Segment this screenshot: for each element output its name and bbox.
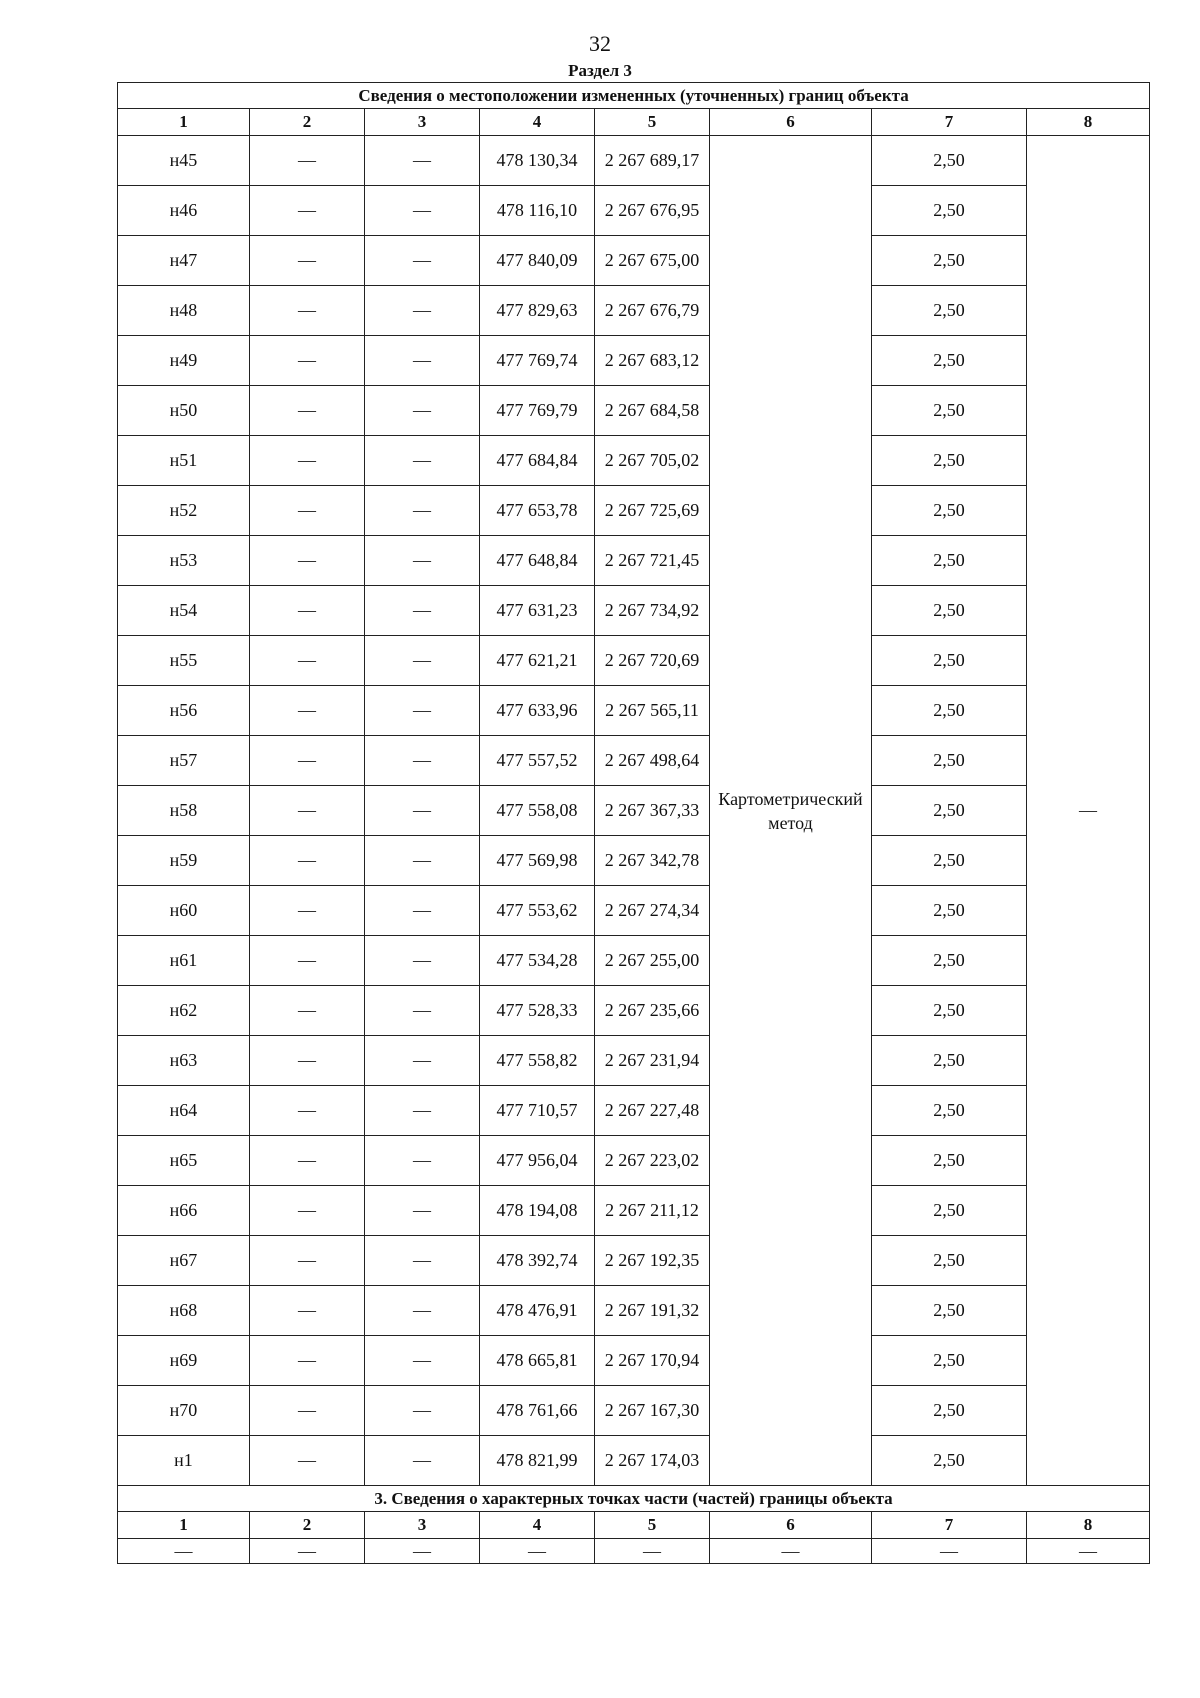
column-header: 3 <box>365 109 480 136</box>
dash-cell: — <box>365 536 480 586</box>
subsection-column-header: 6 <box>710 1512 872 1539</box>
table-row <box>118 886 1150 936</box>
subsection-column-header: 4 <box>480 1512 595 1539</box>
accuracy-cell: 2,50 <box>872 336 1027 386</box>
dash-cell: — <box>365 1036 480 1086</box>
column-header: 5 <box>595 109 710 136</box>
coord-x: 477 621,21 <box>480 636 595 686</box>
subsection-column-header: 1 <box>118 1512 250 1539</box>
accuracy-cell: 2,50 <box>872 1086 1027 1136</box>
dash-cell: — <box>365 1336 480 1386</box>
table-row <box>118 1136 1150 1186</box>
column-header: 6 <box>710 109 872 136</box>
point-name: н50 <box>118 386 250 436</box>
coord-y: 2 267 255,00 <box>595 936 710 986</box>
accuracy-cell: 2,50 <box>872 1386 1027 1436</box>
table-row <box>118 236 1150 286</box>
dash-cell: — <box>365 336 480 386</box>
coord-x: 478 821,99 <box>480 1436 595 1486</box>
table-row <box>118 1386 1150 1436</box>
accuracy-cell: 2,50 <box>872 986 1027 1036</box>
dash-cell: — <box>365 986 480 1036</box>
accuracy-cell: 2,50 <box>872 1036 1027 1086</box>
coord-x: 477 684,84 <box>480 436 595 486</box>
point-name: н55 <box>118 636 250 686</box>
point-name: н49 <box>118 336 250 386</box>
point-name: н57 <box>118 736 250 786</box>
table-row <box>118 1236 1150 1286</box>
table-row <box>118 136 1150 186</box>
coord-x: 477 553,62 <box>480 886 595 936</box>
dash-cell: — <box>250 1236 365 1286</box>
subsection-header-row <box>118 1512 1150 1539</box>
table-row <box>118 1086 1150 1136</box>
dash-cell: — <box>250 1036 365 1086</box>
accuracy-cell: 2,50 <box>872 936 1027 986</box>
coord-y: 2 267 211,12 <box>595 1186 710 1236</box>
dash-cell: — <box>1027 1539 1150 1564</box>
dash-cell: — <box>250 636 365 686</box>
dash-cell: — <box>250 186 365 236</box>
point-name: н48 <box>118 286 250 336</box>
coord-y: 2 267 227,48 <box>595 1086 710 1136</box>
column-header: 2 <box>250 109 365 136</box>
coord-y: 2 267 192,35 <box>595 1236 710 1286</box>
point-name: н54 <box>118 586 250 636</box>
accuracy-cell: 2,50 <box>872 236 1027 286</box>
dash-cell: — <box>365 1186 480 1236</box>
point-name: н62 <box>118 986 250 1036</box>
accuracy-cell: 2,50 <box>872 686 1027 736</box>
dash-cell: — <box>250 736 365 786</box>
point-name: н56 <box>118 686 250 736</box>
table-row <box>118 1286 1150 1336</box>
subsection-column-header: 7 <box>872 1512 1027 1539</box>
dash-cell: — <box>250 536 365 586</box>
dash-cell: — <box>365 736 480 786</box>
subsection-column-header: 2 <box>250 1512 365 1539</box>
boundary-coordinates-table <box>117 82 1150 1564</box>
coord-x: 477 558,08 <box>480 786 595 836</box>
dash-cell: — <box>250 786 365 836</box>
table-row <box>118 686 1150 736</box>
coord-y: 2 267 683,12 <box>595 336 710 386</box>
dash-cell: — <box>250 586 365 636</box>
dash-cell: — <box>118 1539 250 1564</box>
column-header: 8 <box>1027 109 1150 136</box>
point-name: н46 <box>118 186 250 236</box>
coord-y: 2 267 721,45 <box>595 536 710 586</box>
table-row <box>118 586 1150 636</box>
dash-cell: — <box>250 1336 365 1386</box>
table-row <box>118 1036 1150 1086</box>
dash-cell: — <box>250 486 365 536</box>
coord-x: 478 761,66 <box>480 1386 595 1436</box>
dash-cell: — <box>365 136 480 186</box>
table-row <box>118 1336 1150 1386</box>
table-row <box>118 536 1150 586</box>
dash-cell: — <box>250 1436 365 1486</box>
coord-x: 477 633,96 <box>480 686 595 736</box>
subsection-column-header: 5 <box>595 1512 710 1539</box>
point-name: н63 <box>118 1036 250 1086</box>
accuracy-cell: 2,50 <box>872 1286 1027 1336</box>
table-row <box>118 636 1150 686</box>
table-caption: Сведения о местоположении измененных (уточненных) границ объекта <box>118 83 1150 109</box>
dash-cell: — <box>365 636 480 686</box>
page-number: 32 <box>589 31 611 56</box>
coord-x: 477 569,98 <box>480 836 595 886</box>
dash-cell: — <box>595 1539 710 1564</box>
dash-cell: — <box>250 936 365 986</box>
dash-cell: — <box>250 1539 365 1564</box>
table-row <box>118 736 1150 786</box>
coord-x: 477 648,84 <box>480 536 595 586</box>
accuracy-cell: 2,50 <box>872 1136 1027 1186</box>
table-row <box>118 786 1150 836</box>
coord-y: 2 267 565,11 <box>595 686 710 736</box>
coord-y: 2 267 235,66 <box>595 986 710 1036</box>
point-name: н64 <box>118 1086 250 1136</box>
column-header: 1 <box>118 109 250 136</box>
coord-x: 478 130,34 <box>480 136 595 186</box>
accuracy-cell: 2,50 <box>872 886 1027 936</box>
accuracy-cell: 2,50 <box>872 1236 1027 1286</box>
accuracy-cell: 2,50 <box>872 486 1027 536</box>
dash-cell: — <box>710 1539 872 1564</box>
table-row <box>118 486 1150 536</box>
table-row <box>118 286 1150 336</box>
coord-y: 2 267 231,94 <box>595 1036 710 1086</box>
coord-y: 2 267 734,92 <box>595 586 710 636</box>
point-name: н45 <box>118 136 250 186</box>
dash-cell: — <box>250 286 365 336</box>
coord-x: 478 665,81 <box>480 1336 595 1386</box>
coord-y: 2 267 170,94 <box>595 1336 710 1386</box>
coord-y: 2 267 705,02 <box>595 436 710 486</box>
coord-y: 2 267 174,03 <box>595 1436 710 1486</box>
section-title: Раздел 3 <box>568 61 632 80</box>
point-name: н47 <box>118 236 250 286</box>
point-name: н69 <box>118 1336 250 1386</box>
point-name: н58 <box>118 786 250 836</box>
table-row <box>118 186 1150 236</box>
point-name: н51 <box>118 436 250 486</box>
dash-cell: — <box>365 1539 480 1564</box>
coord-x: 477 528,33 <box>480 986 595 1036</box>
dash-cell: — <box>872 1539 1027 1564</box>
accuracy-cell: 2,50 <box>872 1336 1027 1386</box>
coord-y: 2 267 274,34 <box>595 886 710 936</box>
dash-cell: — <box>365 1436 480 1486</box>
column-header: 4 <box>480 109 595 136</box>
accuracy-cell: 2,50 <box>872 736 1027 786</box>
dash-cell: — <box>250 436 365 486</box>
coord-y: 2 267 676,95 <box>595 186 710 236</box>
coord-x: 477 557,52 <box>480 736 595 786</box>
subsection-column-header: 3 <box>365 1512 480 1539</box>
accuracy-cell: 2,50 <box>872 1436 1027 1486</box>
accuracy-cell: 2,50 <box>872 586 1027 636</box>
dash-cell: — <box>250 836 365 886</box>
point-name: н70 <box>118 1386 250 1436</box>
dash-cell: — <box>365 386 480 436</box>
dash-cell: — <box>365 936 480 986</box>
dash-cell: — <box>250 1386 365 1436</box>
dash-cell: — <box>250 1186 365 1236</box>
dash-cell: — <box>250 1136 365 1186</box>
coord-y: 2 267 675,00 <box>595 236 710 286</box>
coord-x: 478 392,74 <box>480 1236 595 1286</box>
coord-x: 477 956,04 <box>480 1136 595 1186</box>
dash-cell: — <box>365 886 480 936</box>
coord-y: 2 267 342,78 <box>595 836 710 886</box>
table-row <box>118 986 1150 1036</box>
dash-cell: — <box>250 1286 365 1336</box>
point-name: н52 <box>118 486 250 536</box>
point-name: н59 <box>118 836 250 886</box>
accuracy-cell: 2,50 <box>872 186 1027 236</box>
coord-y: 2 267 191,32 <box>595 1286 710 1336</box>
accuracy-cell: 2,50 <box>872 136 1027 186</box>
dash-cell: — <box>365 1286 480 1336</box>
dash-cell: — <box>250 1086 365 1136</box>
coord-x: 477 534,28 <box>480 936 595 986</box>
point-name: н67 <box>118 1236 250 1286</box>
subsection-caption: 3. Сведения о характерных точках части (частей) границы объекта <box>118 1486 1150 1512</box>
dash-cell: — <box>365 486 480 536</box>
column-header: 7 <box>872 109 1027 136</box>
table-row <box>118 336 1150 386</box>
accuracy-cell: 2,50 <box>872 1186 1027 1236</box>
coord-x: 477 558,82 <box>480 1036 595 1086</box>
coord-y: 2 267 720,69 <box>595 636 710 686</box>
coord-y: 2 267 676,79 <box>595 286 710 336</box>
table-row <box>118 836 1150 886</box>
dash-cell: — <box>365 236 480 286</box>
coord-x: 478 116,10 <box>480 186 595 236</box>
dash-cell: — <box>250 686 365 736</box>
dash-cell: — <box>365 1236 480 1286</box>
dash-cell: — <box>250 236 365 286</box>
dash-cell: — <box>365 436 480 486</box>
dash-cell: — <box>365 1136 480 1186</box>
point-name: н1 <box>118 1436 250 1486</box>
coord-x: 478 476,91 <box>480 1286 595 1336</box>
table-row <box>118 1186 1150 1236</box>
coord-x: 478 194,08 <box>480 1186 595 1236</box>
dash-cell: — <box>365 586 480 636</box>
accuracy-cell: 2,50 <box>872 836 1027 886</box>
table-row <box>118 1436 1150 1486</box>
column8-cell: — <box>1027 136 1150 1486</box>
coord-x: 477 769,74 <box>480 336 595 386</box>
coord-x: 477 840,09 <box>480 236 595 286</box>
dash-cell: — <box>250 986 365 1036</box>
point-name: н61 <box>118 936 250 986</box>
header-row <box>118 109 1150 136</box>
dash-cell: — <box>365 786 480 836</box>
point-name: н60 <box>118 886 250 936</box>
coord-x: 477 769,79 <box>480 386 595 436</box>
accuracy-cell: 2,50 <box>872 536 1027 586</box>
dash-cell: — <box>365 836 480 886</box>
point-name: н53 <box>118 536 250 586</box>
dash-cell: — <box>250 136 365 186</box>
accuracy-cell: 2,50 <box>872 636 1027 686</box>
dash-cell: — <box>250 386 365 436</box>
dash-cell: — <box>480 1539 595 1564</box>
coord-y: 2 267 498,64 <box>595 736 710 786</box>
dash-cell: — <box>365 1086 480 1136</box>
point-name: н65 <box>118 1136 250 1186</box>
point-name: н68 <box>118 1286 250 1336</box>
accuracy-cell: 2,50 <box>872 386 1027 436</box>
coord-x: 477 829,63 <box>480 286 595 336</box>
method-cell: Картометрический метод <box>710 136 872 1486</box>
coord-y: 2 267 223,02 <box>595 1136 710 1186</box>
coord-y: 2 267 725,69 <box>595 486 710 536</box>
table-row <box>118 936 1150 986</box>
table-row <box>118 386 1150 436</box>
coord-x: 477 710,57 <box>480 1086 595 1136</box>
table-row <box>118 436 1150 486</box>
accuracy-cell: 2,50 <box>872 786 1027 836</box>
coord-x: 477 653,78 <box>480 486 595 536</box>
point-name: н66 <box>118 1186 250 1236</box>
accuracy-cell: 2,50 <box>872 436 1027 486</box>
subsection-column-header: 8 <box>1027 1512 1150 1539</box>
dash-cell: — <box>365 286 480 336</box>
coord-x: 477 631,23 <box>480 586 595 636</box>
accuracy-cell: 2,50 <box>872 286 1027 336</box>
dash-cell: — <box>250 886 365 936</box>
coord-y: 2 267 167,30 <box>595 1386 710 1436</box>
dash-cell: — <box>250 336 365 386</box>
dash-cell: — <box>365 186 480 236</box>
coord-y: 2 267 367,33 <box>595 786 710 836</box>
coord-y: 2 267 684,58 <box>595 386 710 436</box>
coord-y: 2 267 689,17 <box>595 136 710 186</box>
subsection-row <box>118 1539 1150 1564</box>
dash-cell: — <box>365 1386 480 1436</box>
dash-cell: — <box>365 686 480 736</box>
